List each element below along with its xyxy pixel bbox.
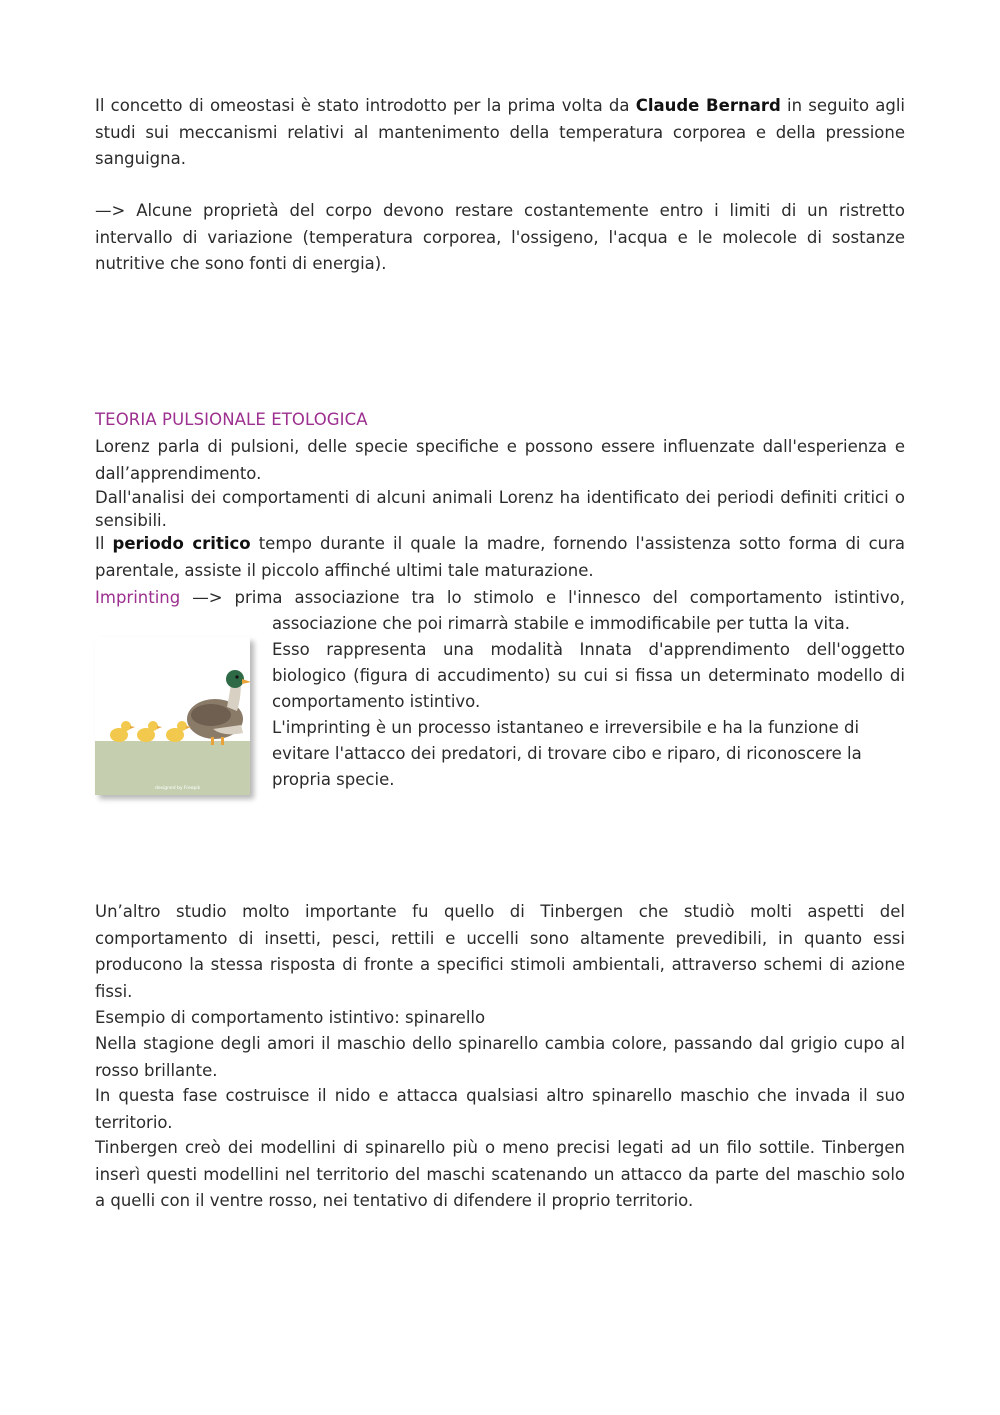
intro-paragraph-1 xyxy=(95,93,905,173)
periodo-critico-paragraph xyxy=(95,531,905,584)
critical-periods-paragraph: Dall'analisi dei comportamenti di alcuni animali Lorenz ha identificato dei periodi definiti critici o sensibili. xyxy=(95,488,905,530)
intro-text-continued: in seguito agli studi sui meccanismi relativi al mantenimento della temperatura corporea e della pressione sanguigna. xyxy=(95,96,905,168)
lorenz-paragraph: Lorenz parla di pulsioni, delle specie specifiche e possono essere influenzate dall'esperienza e dall’apprendimento. xyxy=(95,437,905,483)
esso-paragraph: Esso rappresenta una modalità Innata d'apprendimento dell'oggetto biologico (figura di accudimento) su cui si fissa un determinato modello di comportamento istintivo. xyxy=(272,640,905,711)
imprinting-line xyxy=(95,585,905,611)
claude-bernard-name: Claude Bernard xyxy=(635,96,781,115)
intro-text: Il concetto di omeostasi è stato introdotto per la prima volta da xyxy=(95,96,636,115)
intro-paragraph-2: —> Alcune proprietà del corpo devono restare costantemente entro i limiti di un ristretto intervallo di variazione (temperatura corporea, l'ossigeno, l'acqua e le molecole di sostanze nutritive che sono fonti di energia). xyxy=(95,201,905,273)
imprinting-continuation: associazione che poi rimarrà stabile e immodificabile per tutta la vita. xyxy=(272,614,850,633)
processo-paragraph: L'imprinting è un processo istantaneo e irreversibile e ha la funzione di evitare l'attacco dei predatori, di trovare cibo e riparo, di riconoscere la propria specie. xyxy=(272,718,862,789)
periodo-critico-term: periodo critico xyxy=(112,534,251,553)
tinbergen-models-paragraph: Tinbergen creò dei modellini di spinarello più o meno precisi legati ad un filo sottile. Tinbergen inserì questi modellini nel territorio del maschi scatenando un attacco da parte del maschio solo a quelli con il ventre rosso, nei tentativo di difendere il proprio territorio. xyxy=(95,1138,905,1210)
spinarello-nest-paragraph: In questa fase costruisce il nido e attacca qualsiasi altro spinarello maschio che invada il suo territorio. xyxy=(95,1086,905,1132)
periodo-critico-prefix: Il xyxy=(95,534,113,553)
duck-family-icon xyxy=(95,637,250,795)
imprinting-text-block xyxy=(272,611,905,793)
imprinting-term: Imprinting xyxy=(95,588,181,607)
imprinting-definition: —> prima associazione tra lo stimolo e l'innesco del comportamento istintivo, xyxy=(180,588,905,607)
image-credit: designed by Freepik xyxy=(155,786,201,791)
spinarello-example: Esempio di comportamento istintivo: spinarello xyxy=(95,1008,486,1027)
periodo-critico-text: tempo durante il quale la madre, fornendo l'assistenza sotto forma di cura parentale, assiste il piccolo affinché ultimi tale maturazione. xyxy=(95,534,906,580)
section-heading: TEORIA PULSIONALE ETOLOGICA xyxy=(95,410,368,429)
ducklings-illustration xyxy=(95,637,250,795)
spinarello-colour-paragraph: Nella stagione degli amori il maschio dello spinarello cambia colore, passando dal grigio cupo al rosso brillante. xyxy=(95,1034,905,1080)
tinbergen-paragraph: Un’altro studio molto importante fu quello di Tinbergen che studiò molti aspetti del comportamento di insetti, pesci, rettili e uccelli sono altamente prevedibili, in quanto essi producono la stessa risposta di fronte a specifici stimoli ambientali, attraverso schemi di azione fissi. xyxy=(95,902,905,1001)
